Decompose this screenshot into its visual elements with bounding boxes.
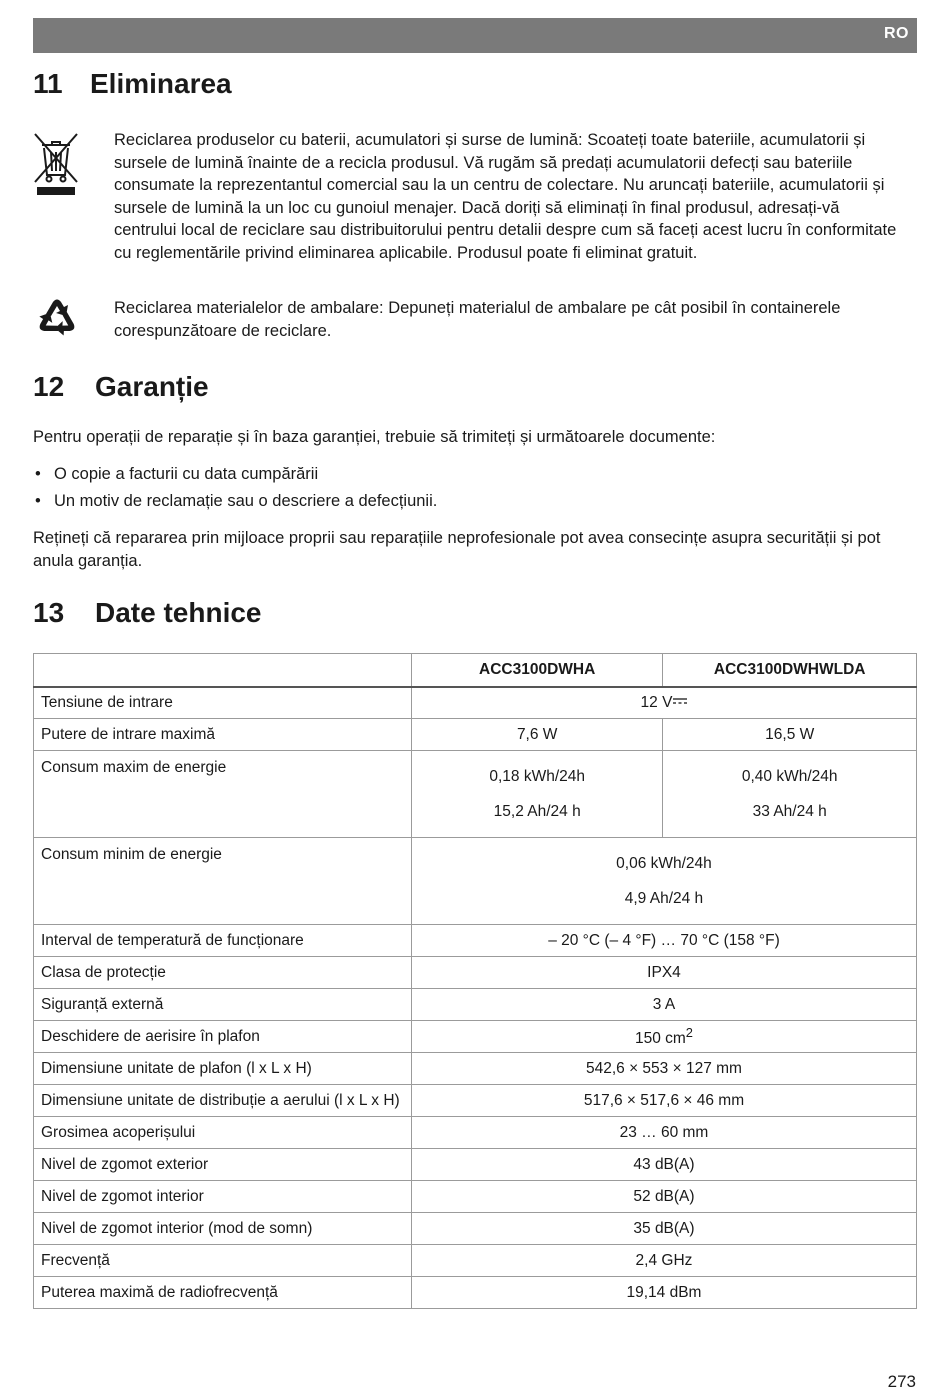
row-value: 23 … 60 mm xyxy=(411,1117,916,1149)
direct-current-icon xyxy=(673,697,687,705)
table-row xyxy=(34,1213,917,1245)
row-label: Clasa de protecție xyxy=(34,957,412,989)
row-label: Putere de intrare maximă xyxy=(34,719,412,751)
row-value xyxy=(663,751,917,838)
row-value: 16,5 W xyxy=(663,719,917,751)
row-value-line: 0,06 kWh/24h xyxy=(616,855,712,872)
row-value-text: 12 V xyxy=(640,693,673,711)
page-number: 273 xyxy=(887,1372,916,1391)
table-row xyxy=(34,1117,917,1149)
row-value: 3 A xyxy=(411,989,916,1021)
row-label: Deschidere de aerisire în plafon xyxy=(34,1021,412,1053)
bullet-icon: • xyxy=(35,465,41,483)
recycle-icon xyxy=(33,294,81,342)
column-header: ACC3100DWHWLDA xyxy=(663,654,917,687)
list-item-text: Un motiv de reclamație sau o descriere a defecțiunii. xyxy=(54,492,438,510)
row-label: Consum minim de energie xyxy=(34,838,412,925)
table-row xyxy=(34,687,917,719)
row-value-line: 15,2 Ah/24 h xyxy=(493,803,581,820)
row-label: Siguranță externă xyxy=(34,989,412,1021)
language-bar xyxy=(33,18,917,53)
section-12-number: 12 xyxy=(33,371,65,402)
column-header xyxy=(34,654,412,687)
section-12-heading xyxy=(33,371,209,403)
technical-data-table xyxy=(33,653,917,1309)
row-value-line: 0,40 kWh/24h xyxy=(741,768,838,785)
crossed-out-bin-icon xyxy=(33,132,79,198)
table-row xyxy=(34,751,917,838)
bullet-icon: • xyxy=(35,492,41,510)
warranty-intro: Pentru operații de reparație și în baza garanției, trebuie să trimiteți și următoarele documente: xyxy=(33,428,716,446)
row-label: Grosimea acoperișului xyxy=(34,1117,412,1149)
battery-recycling-text: Reciclarea produselor cu baterii, acumulatori și surse de lumină: Scoateți toate bateriile, acumulatorii și sursele de lumină înainte de a recicla produsul. Vă rugăm să predați acumulatorii defecți sau bateriile consumate la reprezentantul comercial sau la un centru de colectare. Nu aruncați bateriile, acumulatorii și sursele de lumină la un loc cu gunoiul menajer. Dacă doriți să eliminați în final produsul, adresați-vă centrului local de reciclare sau distribuitorului pentru detalii despre cum să faceți acest lucru în conformitate cu reglementările privind eliminarea aplicabile. Produsul poate fi eliminat gratuit. xyxy=(114,131,897,262)
table-row xyxy=(34,989,917,1021)
row-value: 19,14 dBm xyxy=(411,1277,916,1309)
table-row xyxy=(34,1149,917,1181)
row-label: Nivel de zgomot interior xyxy=(34,1181,412,1213)
row-label: Dimensiune unitate de plafon (l x L x H) xyxy=(34,1053,412,1085)
row-label: Consum maxim de energie xyxy=(34,751,412,838)
row-label: Tensiune de intrare xyxy=(34,687,412,719)
row-label: Nivel de zgomot exterior xyxy=(34,1149,412,1181)
table-row xyxy=(34,1181,917,1213)
table-row xyxy=(34,719,917,751)
row-value: 52 dB(A) xyxy=(411,1181,916,1213)
warranty-note: Rețineți că repararea prin mijloace proprii sau reparațiile neprofesionale pot avea consecințe asupra securității și pot anula garanția. xyxy=(33,529,881,570)
row-value-line: 4,9 Ah/24 h xyxy=(624,890,704,907)
list-item xyxy=(33,462,917,489)
section-11-title: Eliminarea xyxy=(90,68,232,99)
row-value-line: 0,18 kWh/24h xyxy=(489,768,585,785)
table-row xyxy=(34,1277,917,1309)
superscript: 2 xyxy=(685,1024,693,1040)
table-row xyxy=(34,838,917,925)
warranty-documents-list xyxy=(33,462,917,516)
table-row xyxy=(34,957,917,989)
row-value: 43 dB(A) xyxy=(411,1149,916,1181)
row-value-text: 150 cm xyxy=(634,1030,686,1048)
row-value xyxy=(411,1021,916,1053)
row-value xyxy=(411,838,916,925)
row-label: Puterea maximă de radiofrecvență xyxy=(34,1277,412,1309)
row-value: – 20 °C (– 4 °F) … 70 °C (158 °F) xyxy=(411,925,916,957)
section-11-heading xyxy=(33,68,232,100)
list-item xyxy=(33,489,917,516)
table-row xyxy=(34,1021,917,1053)
section-11-number: 11 xyxy=(33,68,63,99)
section-12-title: Garanție xyxy=(95,371,209,402)
row-value: 517,6 × 517,6 × 46 mm xyxy=(411,1085,916,1117)
list-item-text: O copie a facturii cu data cumpărării xyxy=(54,465,319,483)
language-code: RO xyxy=(884,25,909,42)
table-header-row xyxy=(34,654,917,687)
row-value: 542,6 × 553 × 127 mm xyxy=(411,1053,916,1085)
row-label: Dimensiune unitate de distribuție a aerului (l x L x H) xyxy=(34,1085,412,1117)
packaging-recycling-text: Reciclarea materialelor de ambalare: Depuneți materialul de ambalare pe cât posibil în containerele corespunzătoare de reciclare. xyxy=(114,299,841,340)
table-row xyxy=(34,925,917,957)
section-13-number: 13 xyxy=(33,597,65,628)
row-label: Frecvență xyxy=(34,1245,412,1277)
column-header: ACC3100DWHA xyxy=(411,654,662,687)
row-value-line: 33 Ah/24 h xyxy=(752,803,827,820)
row-value: 2,4 GHz xyxy=(411,1245,916,1277)
table-row xyxy=(34,1053,917,1085)
table-row xyxy=(34,1085,917,1117)
row-label: Interval de temperatură de funcționare xyxy=(34,925,412,957)
row-value xyxy=(411,687,916,719)
table-row xyxy=(34,1245,917,1277)
section-13-heading xyxy=(33,597,262,629)
section-13-title: Date tehnice xyxy=(95,597,262,628)
row-value: 35 dB(A) xyxy=(411,1213,916,1245)
row-value: IPX4 xyxy=(411,957,916,989)
row-value xyxy=(411,751,662,838)
row-label: Nivel de zgomot interior (mod de somn) xyxy=(34,1213,412,1245)
row-value: 7,6 W xyxy=(411,719,662,751)
